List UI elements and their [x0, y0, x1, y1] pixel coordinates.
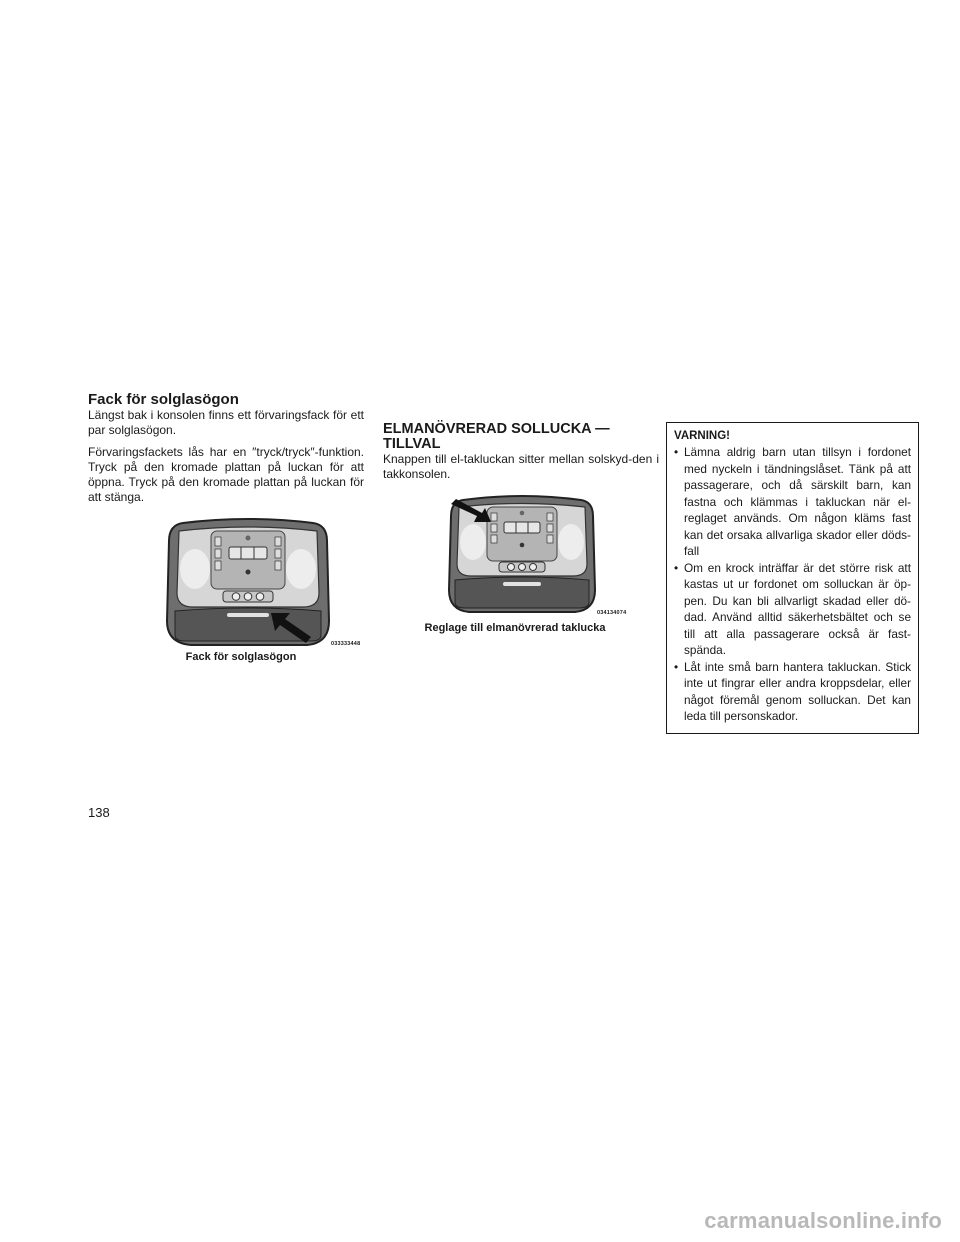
- middle-column: [383, 392, 659, 634]
- page-number: 138: [88, 805, 110, 820]
- paragraph-sunroof-location: Knappen till el-takluckan sitter mellan solskyd-den i takkonsolen.: [383, 452, 659, 481]
- figure-sunglass-bin: [165, 517, 365, 663]
- figure-caption: Fack för solglasögon: [185, 651, 297, 663]
- footer-watermark[interactable]: carmanualsonline.info: [704, 1208, 942, 1233]
- figure-caption: Reglage till elmanövrerad taklucka: [424, 622, 606, 634]
- paragraph-sunglass-latch: Förvaringsfackets lås har en ″tryck/tryck″-funktion. Tryck på den kromade plattan på luckan för att öppna. Tryck på den kromade plattan på luckan för att stänga.: [88, 445, 364, 504]
- paragraph-sunglass-intro: Längst bak i konsolen finns ett förvaringsfack för ett par solglasögon.: [88, 408, 364, 437]
- warning-item: • Om en krock inträffar är det större risk att kastas ut ur fordonet om solluckan är öp-pen. Du kan bli allvarligt skadad eller dö-dad. Använd alltid säkerhetsbältet och se till att alla passagerare också är fast-spända.: [674, 560, 911, 657]
- figure-sunroof-switch: [424, 494, 677, 634]
- figure-code: 034134074: [597, 610, 627, 616]
- warning-list: [674, 444, 911, 725]
- right-column: [666, 392, 919, 734]
- warning-title: VARNING!: [674, 430, 731, 442]
- warning-item: • Lämna aldrig barn utan tillsyn i fordonet med nyckeln i tändningslåset. Tänk på att passagerare, och då särskilt barn, kan fastna och klämmas i takluckan när el-reglaget används. Om någon kläms fast kan det orsaka allvarliga skador eller döds-fall: [674, 445, 911, 558]
- left-column: [88, 392, 364, 663]
- warning-item: • Låt inte små barn hantera takluckan. Stick inte ut fingrar eller andra kroppsdelar, eller något föremål genom solluckan. Det kan leda till personskador.: [674, 659, 911, 723]
- bullet-icon: •: [674, 560, 679, 575]
- section-heading-sunglass-bin: Fack för solglasögon: [88, 391, 239, 408]
- bullet-icon: •: [674, 659, 679, 674]
- section-heading-sunroof: ELMANÖVRERAD SOLLUCKA — TILLVAL: [383, 421, 610, 452]
- bullet-icon: •: [674, 445, 679, 459]
- overhead-console-illustration: [165, 517, 331, 647]
- warning-box: [666, 422, 919, 734]
- figure-code: 033333448: [331, 641, 361, 647]
- sunroof-console-illustration: [447, 494, 597, 614]
